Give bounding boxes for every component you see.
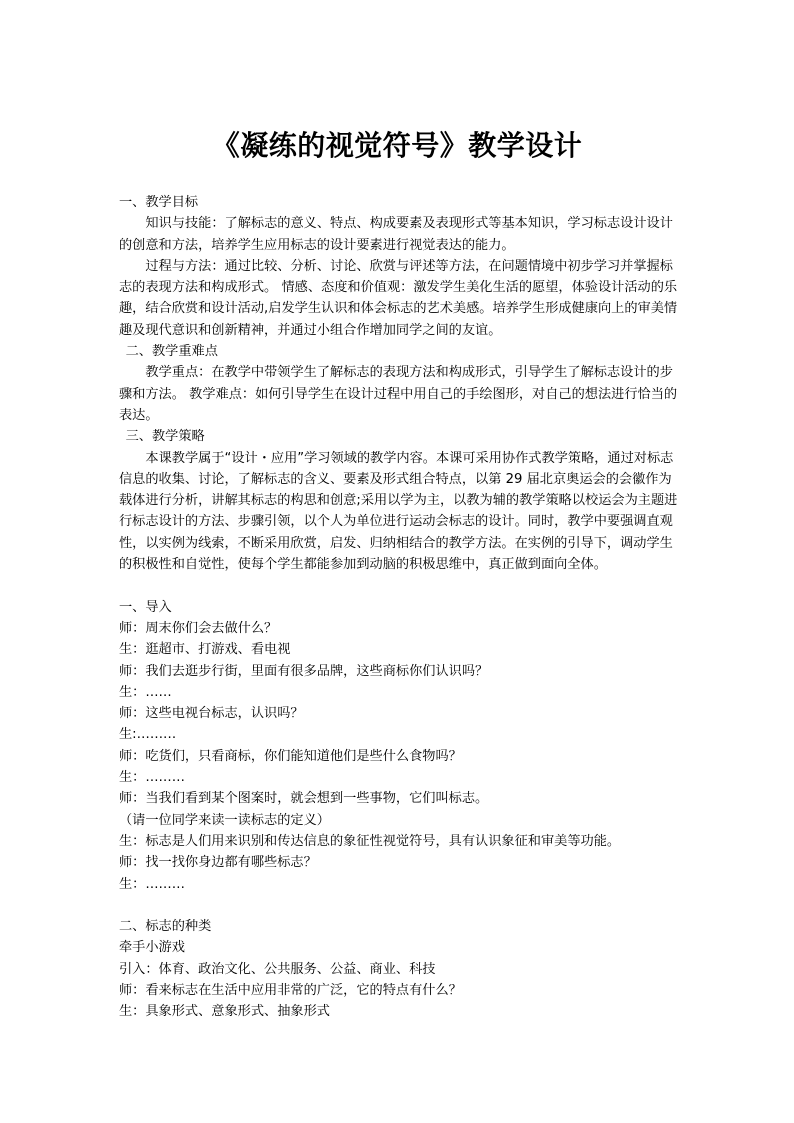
section-heading-key-points: 二、教学重难点	[125, 344, 218, 360]
dialogue-line: 生:………	[119, 727, 177, 743]
paragraph-process-methods: 过程与方法：通过比较、分析、讨论、欣赏与评述等方法，在问题情境中初步学习并掌握标志的表现方法和构成形式。 情感、态度和价值观：激发学生美化生活的愿望，体验设计活动的乐趣，结合欣赏和设计活动,启发学生认识和体会标志的艺术美感。培养学生形成健康向上的审美情趣及现代意识和创新精神，并通过小组合作增加同学之间的友谊。	[119, 258, 678, 338]
dialogue-line: 生：………	[119, 770, 185, 786]
dialogue-line: 生：标志是人们用来识别和传达信息的象征性视觉符号，具有认识象征和审美等功能。	[119, 833, 621, 849]
dialogue-line: 师：周末你们会去做什么？	[119, 620, 278, 636]
dialogue-line: 师：找一找你身边都有哪些标志？	[119, 855, 317, 871]
blank-line	[119, 895, 679, 916]
paragraph-key-points: 教学重点：在教学中带领学生了解标志的表现方法和构成形式，引导学生了解标志设计的步骤和方法。 教学难点：如何引导学生在设计过程中用自己的手绘图形，对自己的想法进行恰当的表达。	[119, 365, 678, 423]
dialogue-line: 引入：体育、政治文化、公共服务、公益、商业、科技	[119, 961, 436, 977]
section-heading-strategy: 三、教学策略	[125, 429, 205, 445]
dialogue-line: 师：吃货们，只看商标，你们能知道他们是些什么食物吗？	[119, 748, 462, 764]
blank-line	[119, 575, 679, 596]
logo-types-section	[119, 916, 679, 1022]
dialogue-line: 生：……	[119, 684, 172, 700]
dialogue-line: 生：逛超市、打游戏、看电视	[119, 642, 291, 658]
dialogue-line: 一、导入	[119, 599, 172, 615]
dialogue-line: 师：这些电视台标志，认识吗？	[119, 706, 304, 722]
dialogue-line: 师：看来标志在生活中应用非常的广泛，它的特点有什么？	[119, 982, 462, 998]
document-title: 《凝练的视觉符号》教学设计	[211, 129, 583, 162]
paragraph-strategy: 本课教学属于“设计・应用”学习领域的教学内容。本课可采用协作式教学策略，通过对标志信息的收集、讨论，了解标志的含义、要素及形式组合特点，以第 29 届北京奥运会的会徽作为载体进行分析，讲解其标志的构思和创意;采用以学为主，以教为辅的教学策略以校运会为主题进行标志设计的方法、步骤引领，以个人为单位进行运动会标志的设计。同时，教学中要强调直观性，以实例为线索，不断采用欣赏，启发、归纳相结合的教学方法。在实例的引导下，调动学生的积极性和自觉性，使每个学生都能参加到动脑的积极思维中，真正做到面向全体。	[119, 450, 678, 573]
section-heading-goals: 一、教学目标	[119, 195, 199, 210]
dialogue-line: （请一位同学来读一读标志的定义）	[119, 812, 330, 828]
dialogue-line: 生：………	[119, 876, 185, 892]
document-body	[119, 192, 679, 1023]
dialogue-line: 师：当我们看到某个图案时，就会想到一些事物，它们叫标志。	[119, 791, 489, 807]
dialogue-line: 牵手小游戏	[119, 940, 185, 956]
intro-dialogue	[119, 597, 679, 895]
dialogue-line: 师：我们去逛步行街，里面有很多品牌，这些商标你们认识吗？	[119, 663, 489, 679]
paragraph-knowledge-skills: 知识与技能：了解标志的意义、特点、构成要素及表现形式等基本知识，学习标志设计设计的创意和方法，培养学生应用标志的设计要素进行视觉表达的能力。	[119, 216, 673, 253]
dialogue-line: 生：具象形式、意象形式、抽象形式	[119, 1004, 330, 1020]
dialogue-line: 二、标志的种类	[119, 919, 212, 935]
